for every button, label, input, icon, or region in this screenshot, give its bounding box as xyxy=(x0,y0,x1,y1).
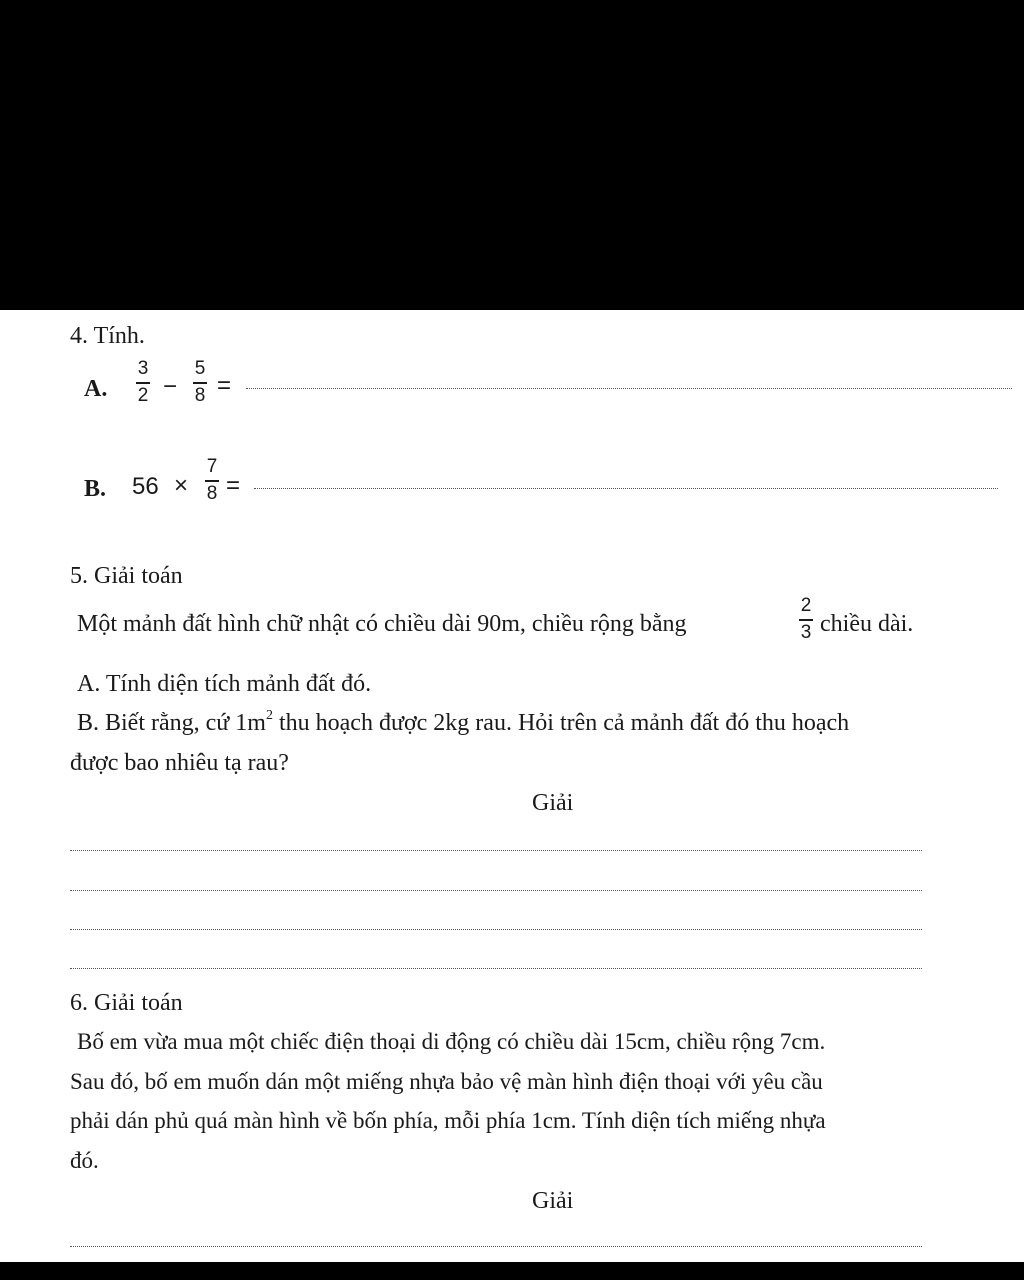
q5-part-b-prefix: B. Biết rằng, cứ 1m xyxy=(77,710,266,736)
q5-problem-suffix: chiều dài. xyxy=(820,611,914,637)
q5-frac-denominator: 3 xyxy=(800,621,812,643)
q4-a-frac1-numerator: 3 xyxy=(137,358,149,379)
q4-a-equals: = xyxy=(217,372,232,399)
q6-solution-label: Giải xyxy=(532,1188,574,1214)
q4-b-number: 56 xyxy=(132,473,159,500)
q4-b-answer-line[interactable] xyxy=(254,488,998,489)
q6-text-line-3: phải dán phủ quá màn hình về bốn phía, mỗi phía 1cm. Tính diện tích miếng nhựa xyxy=(70,1108,826,1133)
q4-a-label: A. xyxy=(84,376,108,402)
q5-answer-line[interactable] xyxy=(70,968,922,969)
q5-fraction xyxy=(799,596,813,643)
q4-title: 4. Tính. xyxy=(70,323,145,349)
q4-a-frac1-denominator: 2 xyxy=(137,384,149,406)
q6-text-line-4: đó. xyxy=(70,1148,99,1173)
q5-part-b-superscript: 2 xyxy=(265,708,273,723)
q5-problem-text: Một mảnh đất hình chữ nhật có chiều dài 90m, chiều rộng bằng xyxy=(77,611,687,637)
q4-a-frac2-numerator: 5 xyxy=(194,358,206,379)
q6-answer-line[interactable] xyxy=(70,1246,922,1247)
q4-b-equals: = xyxy=(226,472,241,499)
q5-solution-label: Giải xyxy=(532,790,574,816)
q5-part-a: A. Tính diện tích mảnh đất đó. xyxy=(77,671,372,697)
q4-b-times: × xyxy=(174,472,189,499)
q5-title: 5. Giải toán xyxy=(70,563,183,589)
q4-a-fraction-2 xyxy=(193,359,207,406)
q6-text-line-1: Bố em vừa mua một chiếc điện thoại di động có chiều dài 15cm, chiều rộng 7cm. xyxy=(77,1029,826,1054)
q4-b-frac-denominator: 8 xyxy=(206,482,218,504)
q4-a-fraction-1 xyxy=(136,359,150,406)
worksheet-page xyxy=(0,310,1024,1262)
q6-title: 6. Giải toán xyxy=(70,990,183,1016)
q5-answer-line[interactable] xyxy=(70,890,922,891)
q5-frac-numerator: 2 xyxy=(800,595,812,616)
q4-b-label: B. xyxy=(84,476,107,502)
q4-a-answer-line[interactable] xyxy=(246,388,1012,389)
q5-part-b-suffix: thu hoạch được 2kg rau. Hỏi trên cả mảnh đất đó thu hoạch xyxy=(272,710,850,736)
q4-b-fraction xyxy=(205,457,219,504)
q4-b-frac-numerator: 7 xyxy=(206,456,218,477)
q4-a-frac2-denominator: 8 xyxy=(194,384,206,406)
q5-part-b-line2: được bao nhiêu tạ rau? xyxy=(70,750,289,776)
q6-text-line-2: Sau đó, bố em muốn dán một miếng nhựa bảo vệ màn hình điện thoại với yêu cầu xyxy=(70,1069,823,1094)
q5-part-b xyxy=(77,709,849,737)
q4-a-minus: − xyxy=(163,373,178,400)
q5-answer-line[interactable] xyxy=(70,929,922,930)
q5-answer-line[interactable] xyxy=(70,850,922,851)
